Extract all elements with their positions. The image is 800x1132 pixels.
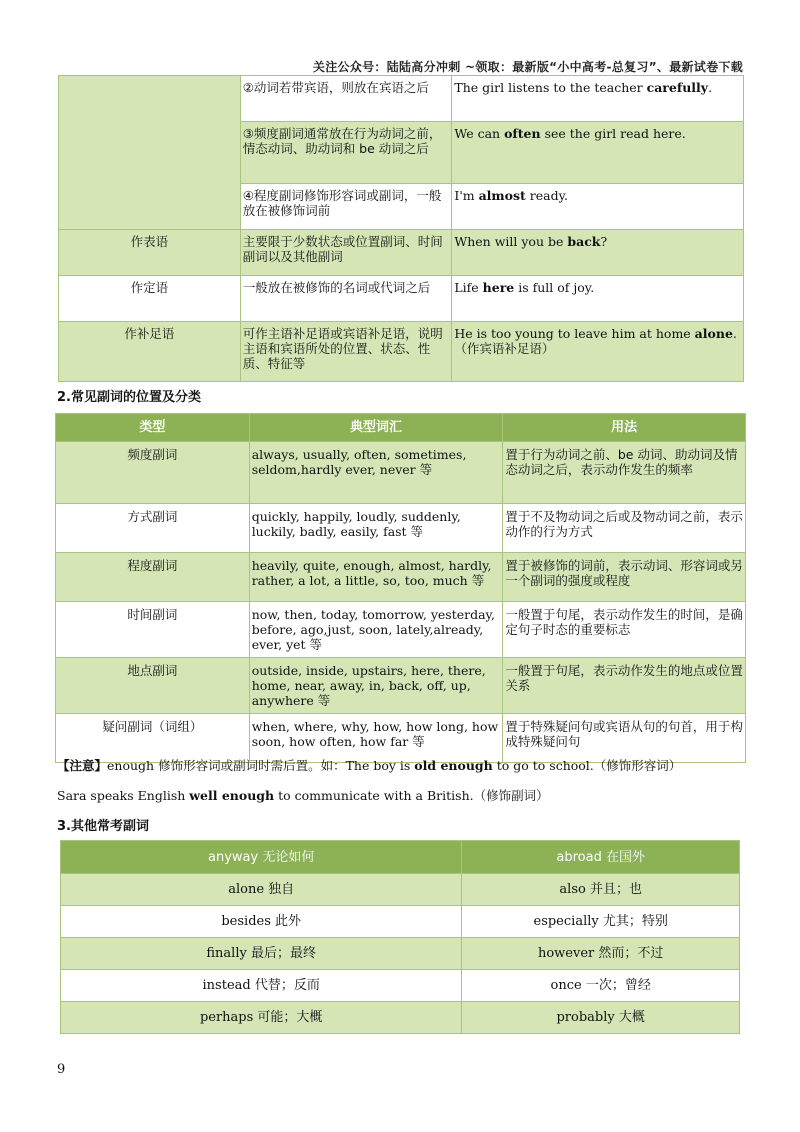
words-cell: heavily, quite, enough, almost, hardly, rather, a lot, a little, so, too, much 等 <box>249 553 503 602</box>
table-row <box>61 970 740 1002</box>
function-label: 作定语 <box>59 276 241 322</box>
adverb-cell: especially 尤其；特别 <box>462 906 740 938</box>
adverb-cell: however 然而；不过 <box>462 938 740 970</box>
adverb-cell: once 一次；曾经 <box>462 970 740 1002</box>
example-cell: I'm almost ready. <box>452 184 744 230</box>
note-line: Sara speaks English well enough to communicate with a British.（修饰副词） <box>57 788 549 803</box>
table-header-row <box>61 841 740 874</box>
column-header: 用法 <box>503 414 746 442</box>
section-title: 2.常见副词的位置及分类 <box>57 390 201 405</box>
table-row <box>56 442 746 504</box>
note-line: 【注意】enough 修饰形容词或副词时需后置。如：The boy is old enough to go to school.（修饰形容词） <box>57 758 682 773</box>
words-cell: outside, inside, upstairs, here, there, home, near, away, in, back, off, up, anywhere 等 <box>249 658 503 714</box>
table-row <box>56 602 746 658</box>
adverb-cell: also 并且；也 <box>462 874 740 906</box>
type-cell: 程度副词 <box>56 553 250 602</box>
function-label: 作表语 <box>59 230 241 276</box>
usage-cell: 置于不及物动词之后或及物动词之前，表示动作的行为方式 <box>503 504 746 553</box>
table-row <box>59 76 744 122</box>
words-cell: when, where, why, how, how long, how soon, how often, how far 等 <box>249 714 503 763</box>
type-cell: 频度副词 <box>56 442 250 504</box>
example-cell: We can often see the girl read here. <box>452 122 744 184</box>
table-row <box>59 322 744 382</box>
function-label: 作补足语 <box>59 322 241 382</box>
adverb-cell: finally 最后；最终 <box>61 938 462 970</box>
usage-cell: 一般置于句尾，表示动作发生的地点或位置关系 <box>503 658 746 714</box>
merged-label-cell <box>59 76 241 230</box>
example-cell: When will you be back? <box>452 230 744 276</box>
rule-cell: ④程度副词修饰形容词或副词，一般放在被修饰词前 <box>240 184 452 230</box>
rule-cell: 一般放在被修饰的名词或代词之后 <box>240 276 452 322</box>
table-row <box>61 1002 740 1034</box>
rule-cell: ③频度副词通常放在行为动词之前，情态动词、助动词和 be 动词之后 <box>240 122 452 184</box>
usage-cell: 置于被修饰的词前，表示动词、形容词或另一个副词的强度或程度 <box>503 553 746 602</box>
usage-cell: 置于行为动词之前、be 动词、助动词及情态动词之后，表示动作发生的频率 <box>503 442 746 504</box>
section-title: 3.其他常考副词 <box>57 819 149 834</box>
adverb-cell: probably 大概 <box>462 1002 740 1034</box>
usage-cell: 置于特殊疑问句或宾语从句的句首，用于构成特殊疑问句 <box>503 714 746 763</box>
type-cell: 疑问副词（词组） <box>56 714 250 763</box>
page-header: 关注公众号：陆陆高分冲刺 ~领取：最新版“小中高考-总复习”、最新试卷下载 <box>312 60 743 74</box>
table-row <box>56 658 746 714</box>
adverb-cell: anyway 无论如何 <box>61 841 462 874</box>
type-cell: 时间副词 <box>56 602 250 658</box>
words-cell: always, usually, often, sometimes, seldom,hardly ever, never 等 <box>249 442 503 504</box>
table-row <box>59 276 744 322</box>
words-cell: quickly, happily, loudly, suddenly, luckily, badly, easily, fast 等 <box>249 504 503 553</box>
table-header-row <box>56 414 746 442</box>
rule-cell: ②动词若带宾语，则放在宾语之后 <box>240 76 452 122</box>
adverb-cell: perhaps 可能；大概 <box>61 1002 462 1034</box>
type-cell: 地点副词 <box>56 658 250 714</box>
adverb-classification-table <box>55 413 746 763</box>
example-cell: The girl listens to the teacher carefully. <box>452 76 744 122</box>
rule-cell: 主要限于少数状态或位置副词、时间副词以及其他副词 <box>240 230 452 276</box>
example-cell: Life here is full of joy. <box>452 276 744 322</box>
table-row <box>56 504 746 553</box>
table-row <box>61 874 740 906</box>
table-row <box>61 938 740 970</box>
common-adverbs-table <box>60 840 740 1034</box>
adverb-cell: abroad 在国外 <box>462 841 740 874</box>
page-number: 9 <box>57 1062 66 1077</box>
example-cell: He is too young to leave him at home alone.（作宾语补足语） <box>452 322 744 382</box>
words-cell: now, then, today, tomorrow, yesterday, before, ago,just, soon, lately,already, ever, yet 等 <box>249 602 503 658</box>
table-row <box>59 230 744 276</box>
column-header: 类型 <box>56 414 250 442</box>
adverb-cell: instead 代替；反而 <box>61 970 462 1002</box>
type-cell: 方式副词 <box>56 504 250 553</box>
table-row <box>61 906 740 938</box>
table-row <box>56 553 746 602</box>
adverb-function-table <box>58 75 744 382</box>
adverb-cell: alone 独自 <box>61 874 462 906</box>
adverb-cell: besides 此外 <box>61 906 462 938</box>
column-header: 典型词汇 <box>249 414 503 442</box>
usage-cell: 一般置于句尾，表示动作发生的时间，是确定句子时态的重要标志 <box>503 602 746 658</box>
rule-cell: 可作主语补足语或宾语补足语，说明主语和宾语所处的位置、状态、性质、特征等 <box>240 322 452 382</box>
